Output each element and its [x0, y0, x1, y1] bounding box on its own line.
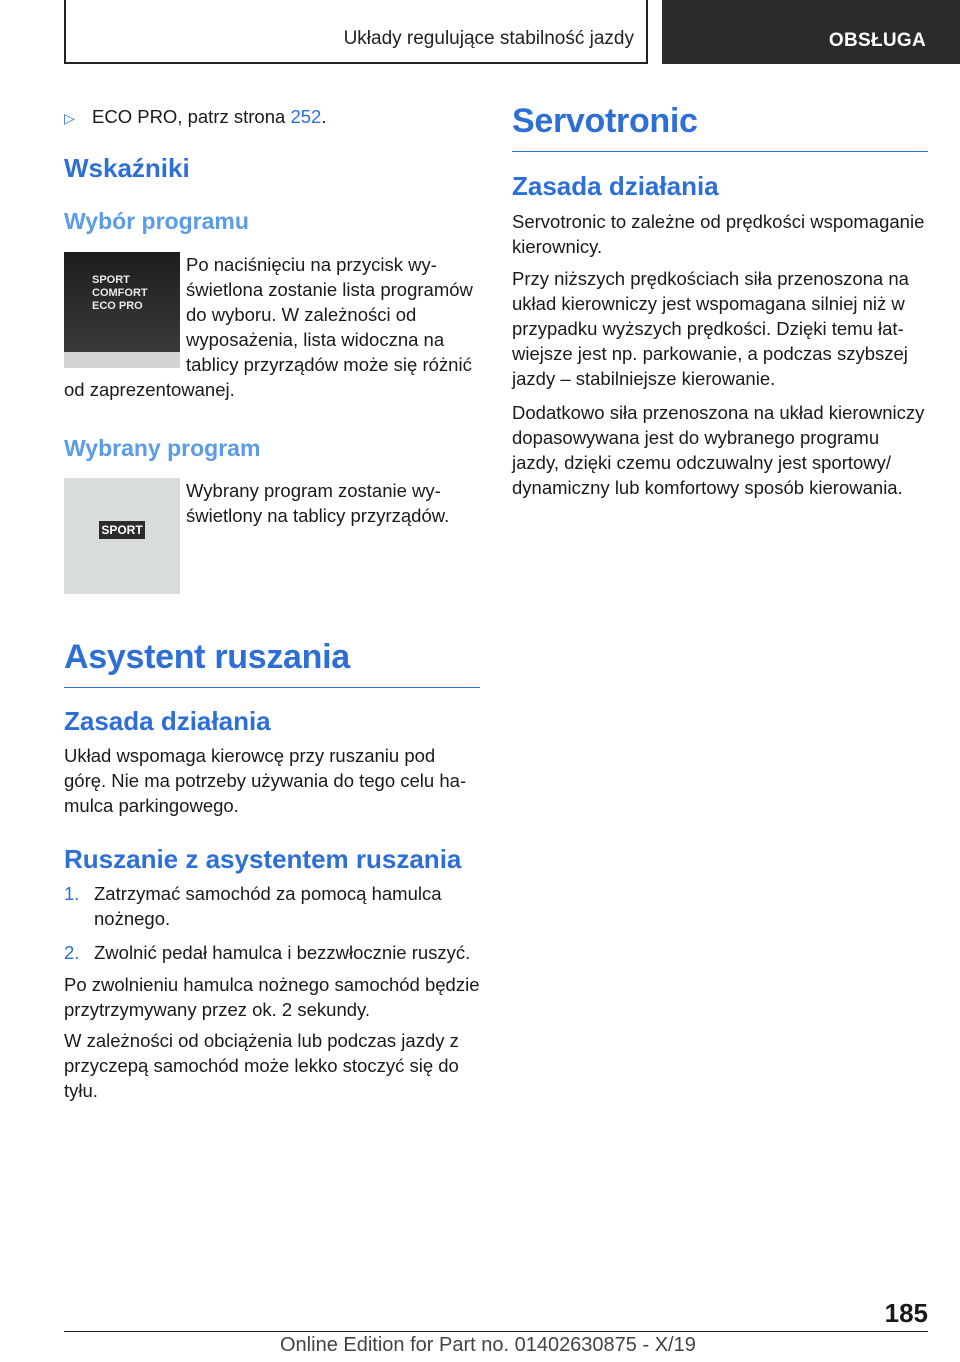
program-item-comfort: COMFORT [92, 287, 148, 299]
footer-divider [64, 1331, 928, 1332]
start-assist-principle-text: Układ wspomaga kierowcę przy ruszaniu pod górę. Nie ma potrzeby używania do tego celu hamulca parkingowego. [64, 745, 467, 816]
servotronic-principle-heading: Zasada działania [512, 171, 719, 201]
program-item-eco-pro: ECO PRO [92, 300, 143, 312]
load-text: W zależności od obciążenia lub podczas jazdy z przyczepą samochód może lekko stoczyć się do tyłu. [64, 1030, 459, 1101]
start-with-assist-heading: Ruszanie z asystentem ruszania [64, 844, 462, 874]
program-select-heading: Wybór programu [64, 208, 249, 234]
selected-program-display-image [64, 478, 180, 594]
triangle-right-icon: ▷ [64, 110, 75, 126]
edition-note: Online Edition for Part no. 01402630875 - X/19 [280, 1334, 696, 1356]
servotronic-p3: Dodatkowo siła przenoszona na układ kierowniczy dopasowywana jest do wybranego programu jazdy, dzięki czemu odczuwalny jest sportowy/ dynamiczny lub komfortowy sposób kierowania. [512, 402, 925, 498]
page-link-252[interactable]: 252 [290, 106, 322, 127]
servotronic-p1: Servotronic to zależne od prędkości wspomaganie kierownicy. [512, 211, 925, 257]
start-assist-heading: Asystent ruszania [64, 638, 480, 688]
step-number: 2. [64, 942, 80, 963]
servotronic-heading: Servotronic [512, 102, 928, 152]
chapter-tab-label: OBSŁUGA [828, 30, 926, 51]
selected-program-block [64, 478, 480, 598]
eco-pro-bullet [64, 104, 480, 131]
program-select-text: Po naciśnięciu na przycisk wyświetlona zostanie lista programów do wyboru. W zależności od wyposażenia, lista widoczna na tablicy przyrządów może się różnić od zaprezentowanej. [64, 254, 473, 400]
step-text: Zwolnić pedał hamulca i bezzwłocznie ruszyć. [94, 942, 471, 963]
list-item [64, 881, 480, 931]
program-item-sport: SPORT [92, 274, 130, 286]
step-number: 1. [64, 883, 80, 904]
chapter-tab[interactable] [662, 0, 960, 64]
indicators-heading: Wskaźniki [64, 153, 190, 183]
selected-program-text: Wybrany program zostanie wyświetlony na tablicy przyrządów. [186, 480, 450, 526]
sport-badge: SPORT [99, 521, 145, 539]
start-assist-principle-heading: Zasada działania [64, 706, 271, 736]
servotronic-p2: Przy niższych prędkościach siła przenoszona na układ kierowniczy jest wspomagana silniej niż w przypadku wyższych prędkości. Dzięki temu łatwiejsze jest np. parkowanie, a podczas szybszej jazdy – stabilniejsze kierowanie. [512, 268, 909, 389]
program-select-block [64, 252, 480, 402]
selected-program-heading: Wybrany program [64, 435, 261, 461]
step-text: Zatrzymać samochód za pomocą hamulca nożnego. [94, 883, 442, 929]
bullet-text: ECO PRO, patrz strona [92, 106, 291, 127]
page-number: 185 [884, 1298, 928, 1328]
section-title: Układy regulujące stabilność jazdy [343, 28, 634, 49]
header-section-box [64, 0, 648, 64]
list-item [64, 940, 480, 965]
start-steps-list [64, 881, 480, 965]
after-release-text: Po zwolnieniu hamulca nożnego samochód będzie przytrzymywany przez ok. 2 sekundy. [64, 974, 480, 1020]
bullet-period: . [321, 106, 327, 127]
